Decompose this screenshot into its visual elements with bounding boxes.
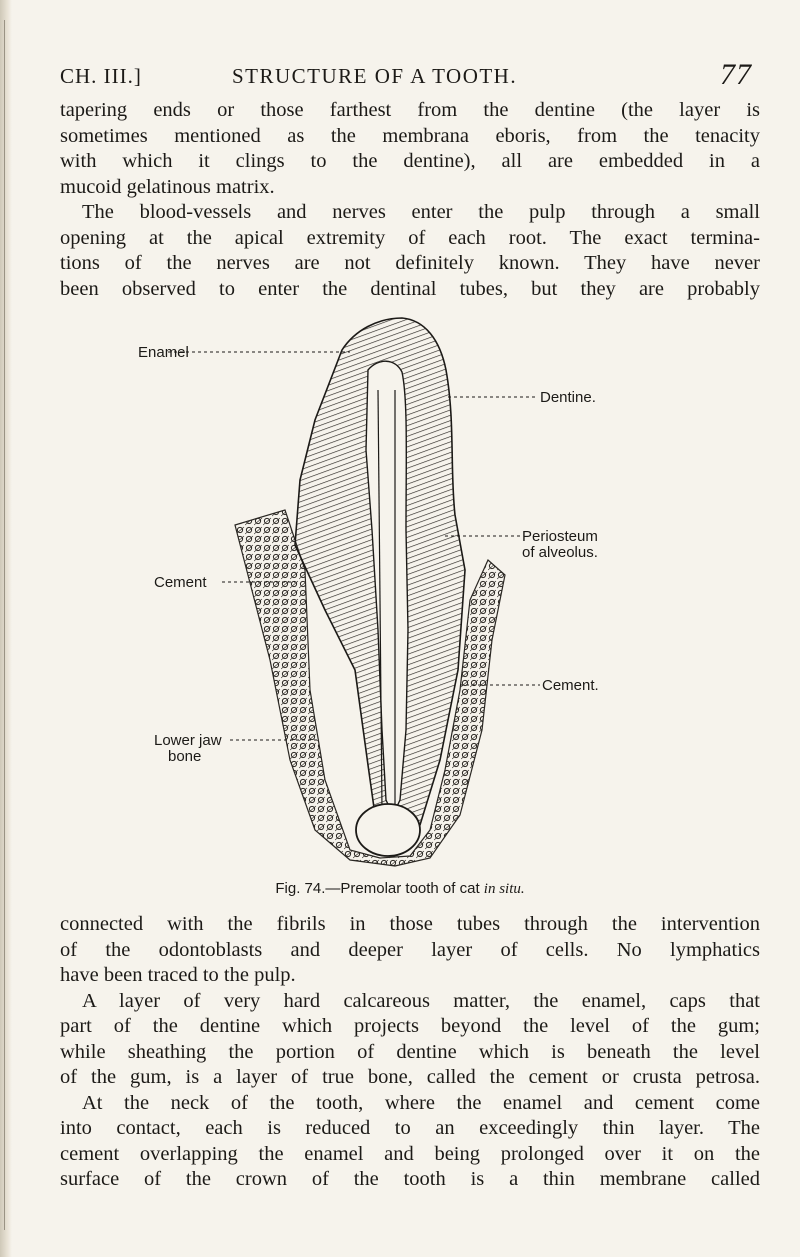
text-line: mucoid gelatinous matrix. bbox=[60, 175, 275, 198]
label-cement-left: Cement bbox=[154, 574, 207, 591]
text-line: tions of the nerves are not definitely known. They have never bbox=[60, 252, 760, 274]
label-periosteum-line1: Periosteum bbox=[522, 528, 598, 545]
text-line: The blood-vessels and nerves enter the pulp through a small bbox=[82, 201, 760, 223]
text-line: of the gum, is a layer of true bone, called the cement or crusta petrosa. bbox=[60, 1066, 760, 1088]
label-cement-right: Cement. bbox=[542, 677, 599, 694]
label-periosteum-line2: of alveolus. bbox=[522, 544, 598, 561]
label-dentine: Dentine. bbox=[540, 389, 596, 406]
text-line: A layer of very hard calcareous matter, the enamel, caps that bbox=[82, 989, 760, 1012]
text-line: while sheathing the portion of dentine which is beneath the level bbox=[60, 1040, 760, 1063]
tooth-figure bbox=[110, 310, 710, 870]
text-line: of the odontoblasts and deeper layer of cells. No lymphatics bbox=[60, 938, 760, 961]
text-line: with which it clings to the dentine), all are embedded in a bbox=[60, 150, 760, 172]
text-line: At the neck of the tooth, where the enamel and cement come bbox=[82, 1091, 760, 1114]
text-line: cement overlapping the enamel and being prolonged over it on the bbox=[60, 1142, 760, 1165]
text-line: surface of the crown of the tooth is a thin membrane called bbox=[60, 1168, 760, 1190]
text-line: have been traced to the pulp. bbox=[60, 964, 296, 986]
label-enamel: Enamel bbox=[138, 344, 189, 361]
text-line: into contact, each is reduced to an exceedingly thin layer. The bbox=[60, 1117, 760, 1139]
caption-text: Fig. 74.—Premolar tooth of cat bbox=[275, 880, 484, 897]
text-line: part of the dentine which projects beyond the level of the gum; bbox=[60, 1015, 760, 1037]
running-header bbox=[60, 58, 760, 94]
paragraph-top bbox=[60, 98, 760, 302]
page-number: 77 bbox=[720, 58, 752, 91]
text-line: connected with the fibrils in those tubes through the intervention bbox=[60, 913, 760, 935]
caption-italic: in situ. bbox=[483, 881, 525, 897]
text-line: sometimes mentioned as the membrana eboris, from the tenacity bbox=[60, 124, 760, 147]
page-binding-edge bbox=[0, 0, 12, 1257]
text-line: been observed to enter the dentinal tubes, but they are probably bbox=[60, 277, 760, 300]
text-line: opening at the apical extremity of each root. The exact termina- bbox=[60, 226, 760, 249]
text-line: tapering ends or those farthest from the dentine (the layer is bbox=[60, 99, 760, 121]
chapter-label: CH. III.] bbox=[60, 64, 142, 88]
figure-caption bbox=[0, 880, 800, 898]
paragraph-bottom bbox=[60, 912, 760, 1193]
label-lower-jaw-line2: bone bbox=[168, 748, 202, 765]
running-title: STRUCTURE OF A TOOTH. bbox=[232, 64, 518, 88]
label-lower-jaw-line1: Lower jaw bbox=[154, 732, 222, 749]
apical-foramen-shape bbox=[356, 804, 420, 856]
